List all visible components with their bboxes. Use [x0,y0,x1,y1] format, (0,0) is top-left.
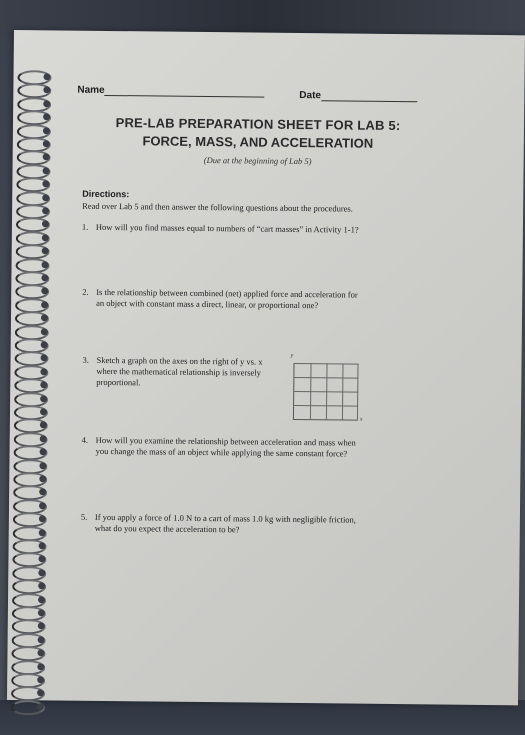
question-text: you change the mass of an object while applying the same constant force? [95,445,348,459]
graph-x-label: x [359,416,363,423]
question-text: proportional. [96,376,141,388]
punch-hole [37,703,44,710]
question-text: How will you find masses equal to numbers of “cart masses” in Activity 1-1? [95,221,359,235]
question-text: an object with constant mass a direct, linear, or proportional one? [96,297,319,311]
question-2 [82,287,358,312]
date-blank[interactable] [321,91,417,102]
question-text: If you apply a force of 1.0 N to a cart of mass 1.0 kg with negligible friction, [94,511,357,525]
date-field[interactable] [299,90,417,102]
question-text: Sketch a graph on the axes on the right of y vs. x [96,354,263,367]
grid-line [357,364,359,420]
question-number: 1. [81,221,89,232]
directions-text: Read over Lab 5 and then answer the following questions about the procedures. [82,200,353,214]
question-number: 5. [80,511,88,522]
name-blank[interactable] [105,86,265,98]
question-number: 4. [81,434,89,445]
question-number: 2. [82,286,89,297]
background-surface [0,0,525,34]
question-5 [81,512,356,537]
date-label: Date [299,89,322,102]
question-3 [82,355,262,390]
question-1 [82,222,359,236]
question-text: How will you examine the relationship between acceleration and mass when [95,434,356,448]
name-field[interactable] [77,85,264,98]
worksheet-content [7,30,525,705]
question-text: where the mathematical relationship is inversely [96,365,261,378]
due-note: (Due at the beginning of Lab 5) [203,154,312,167]
directions-heading: Directions: [82,188,130,200]
name-label: Name [77,84,105,96]
question-text: what do you expect the acceleration to be? [94,522,240,535]
title-line-1: PRE-LAB PREPARATION SHEET FOR LAB 5: [115,115,401,134]
graph-y-label: y [290,352,294,359]
question-4 [82,435,356,460]
worksheet-page [7,30,525,705]
title-line-2: FORCE, MASS, AND ACCELERATION [142,133,374,151]
question-number: 3. [82,354,89,365]
question-text: Is the relationship between combined (net) applied force and acceleration for [96,286,358,300]
graph-axes[interactable] [293,363,359,421]
